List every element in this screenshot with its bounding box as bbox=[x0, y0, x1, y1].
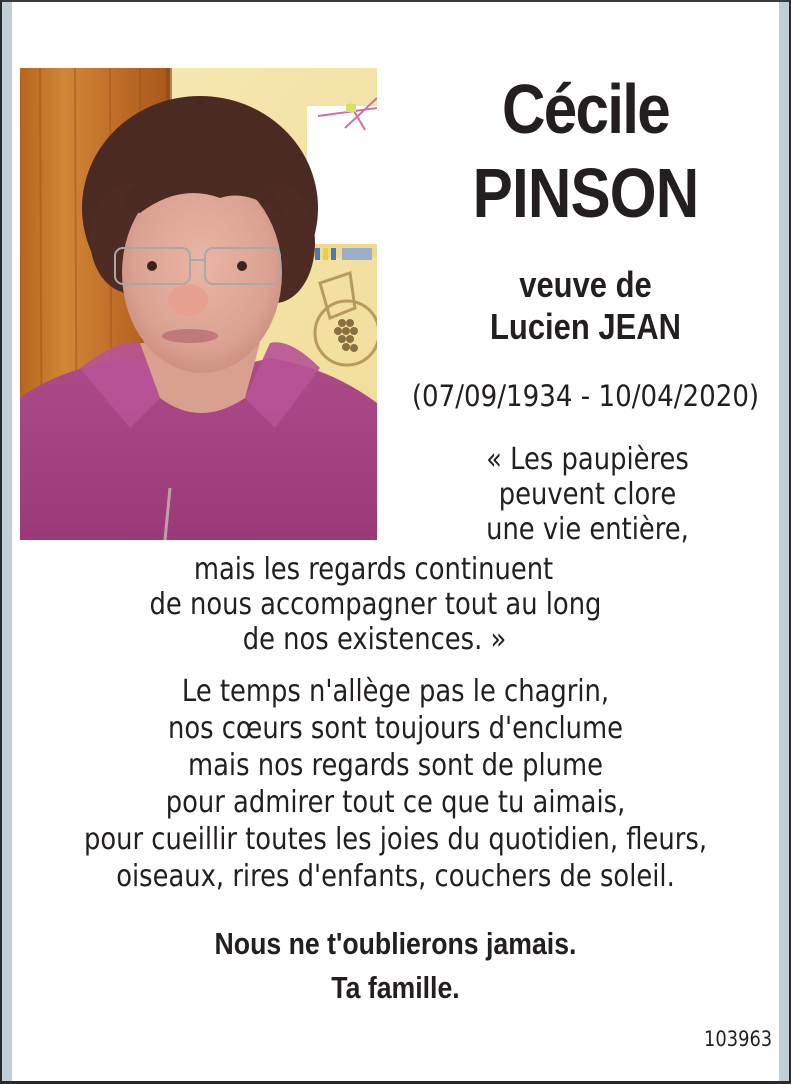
quote-line: peuvent clore bbox=[498, 477, 677, 512]
spouse-name: Lucien JEAN bbox=[490, 306, 681, 347]
life-dates: (07/09/1934 - 10/04/2020) bbox=[411, 379, 760, 413]
poem-line: pour cueillir toutes les joies du quotidien, fleurs, bbox=[83, 822, 708, 857]
poem-block bbox=[12, 673, 779, 895]
poem-line: mais nos regards sont de plume bbox=[187, 748, 604, 783]
deceased-last-name: PINSON bbox=[472, 154, 699, 232]
poem-line: pour admirer tout ce que tu aimais, bbox=[165, 785, 626, 820]
poem-line: Le temps n'allège pas le chagrin, bbox=[181, 674, 610, 709]
quote-line: « Les paupières bbox=[486, 442, 689, 477]
closing-signature: Ta famille. bbox=[331, 970, 460, 1005]
portrait-image-icon bbox=[20, 68, 377, 540]
deceased-first-name: Cécile bbox=[501, 70, 670, 148]
portrait-photo bbox=[20, 68, 377, 540]
quote-line: mais les regards continuent bbox=[193, 552, 554, 587]
quote-line: de nos existences. » bbox=[242, 622, 507, 657]
relation-label: veuve de bbox=[519, 264, 652, 305]
right-border-strip bbox=[779, 2, 789, 1081]
reference-number: 103963 bbox=[703, 1027, 772, 1051]
poem-line: nos cœurs sont toujours d'enclume bbox=[167, 711, 624, 746]
left-border-strip bbox=[2, 2, 12, 1081]
poem-line: oiseaux, rires d'enfants, couchers de soleil. bbox=[116, 859, 675, 894]
quote-line: une vie entière, bbox=[486, 512, 689, 547]
quote-line: de nous accompagner tout au long bbox=[149, 587, 602, 622]
closing-message: Nous ne t'oublierons jamais. bbox=[214, 926, 577, 961]
